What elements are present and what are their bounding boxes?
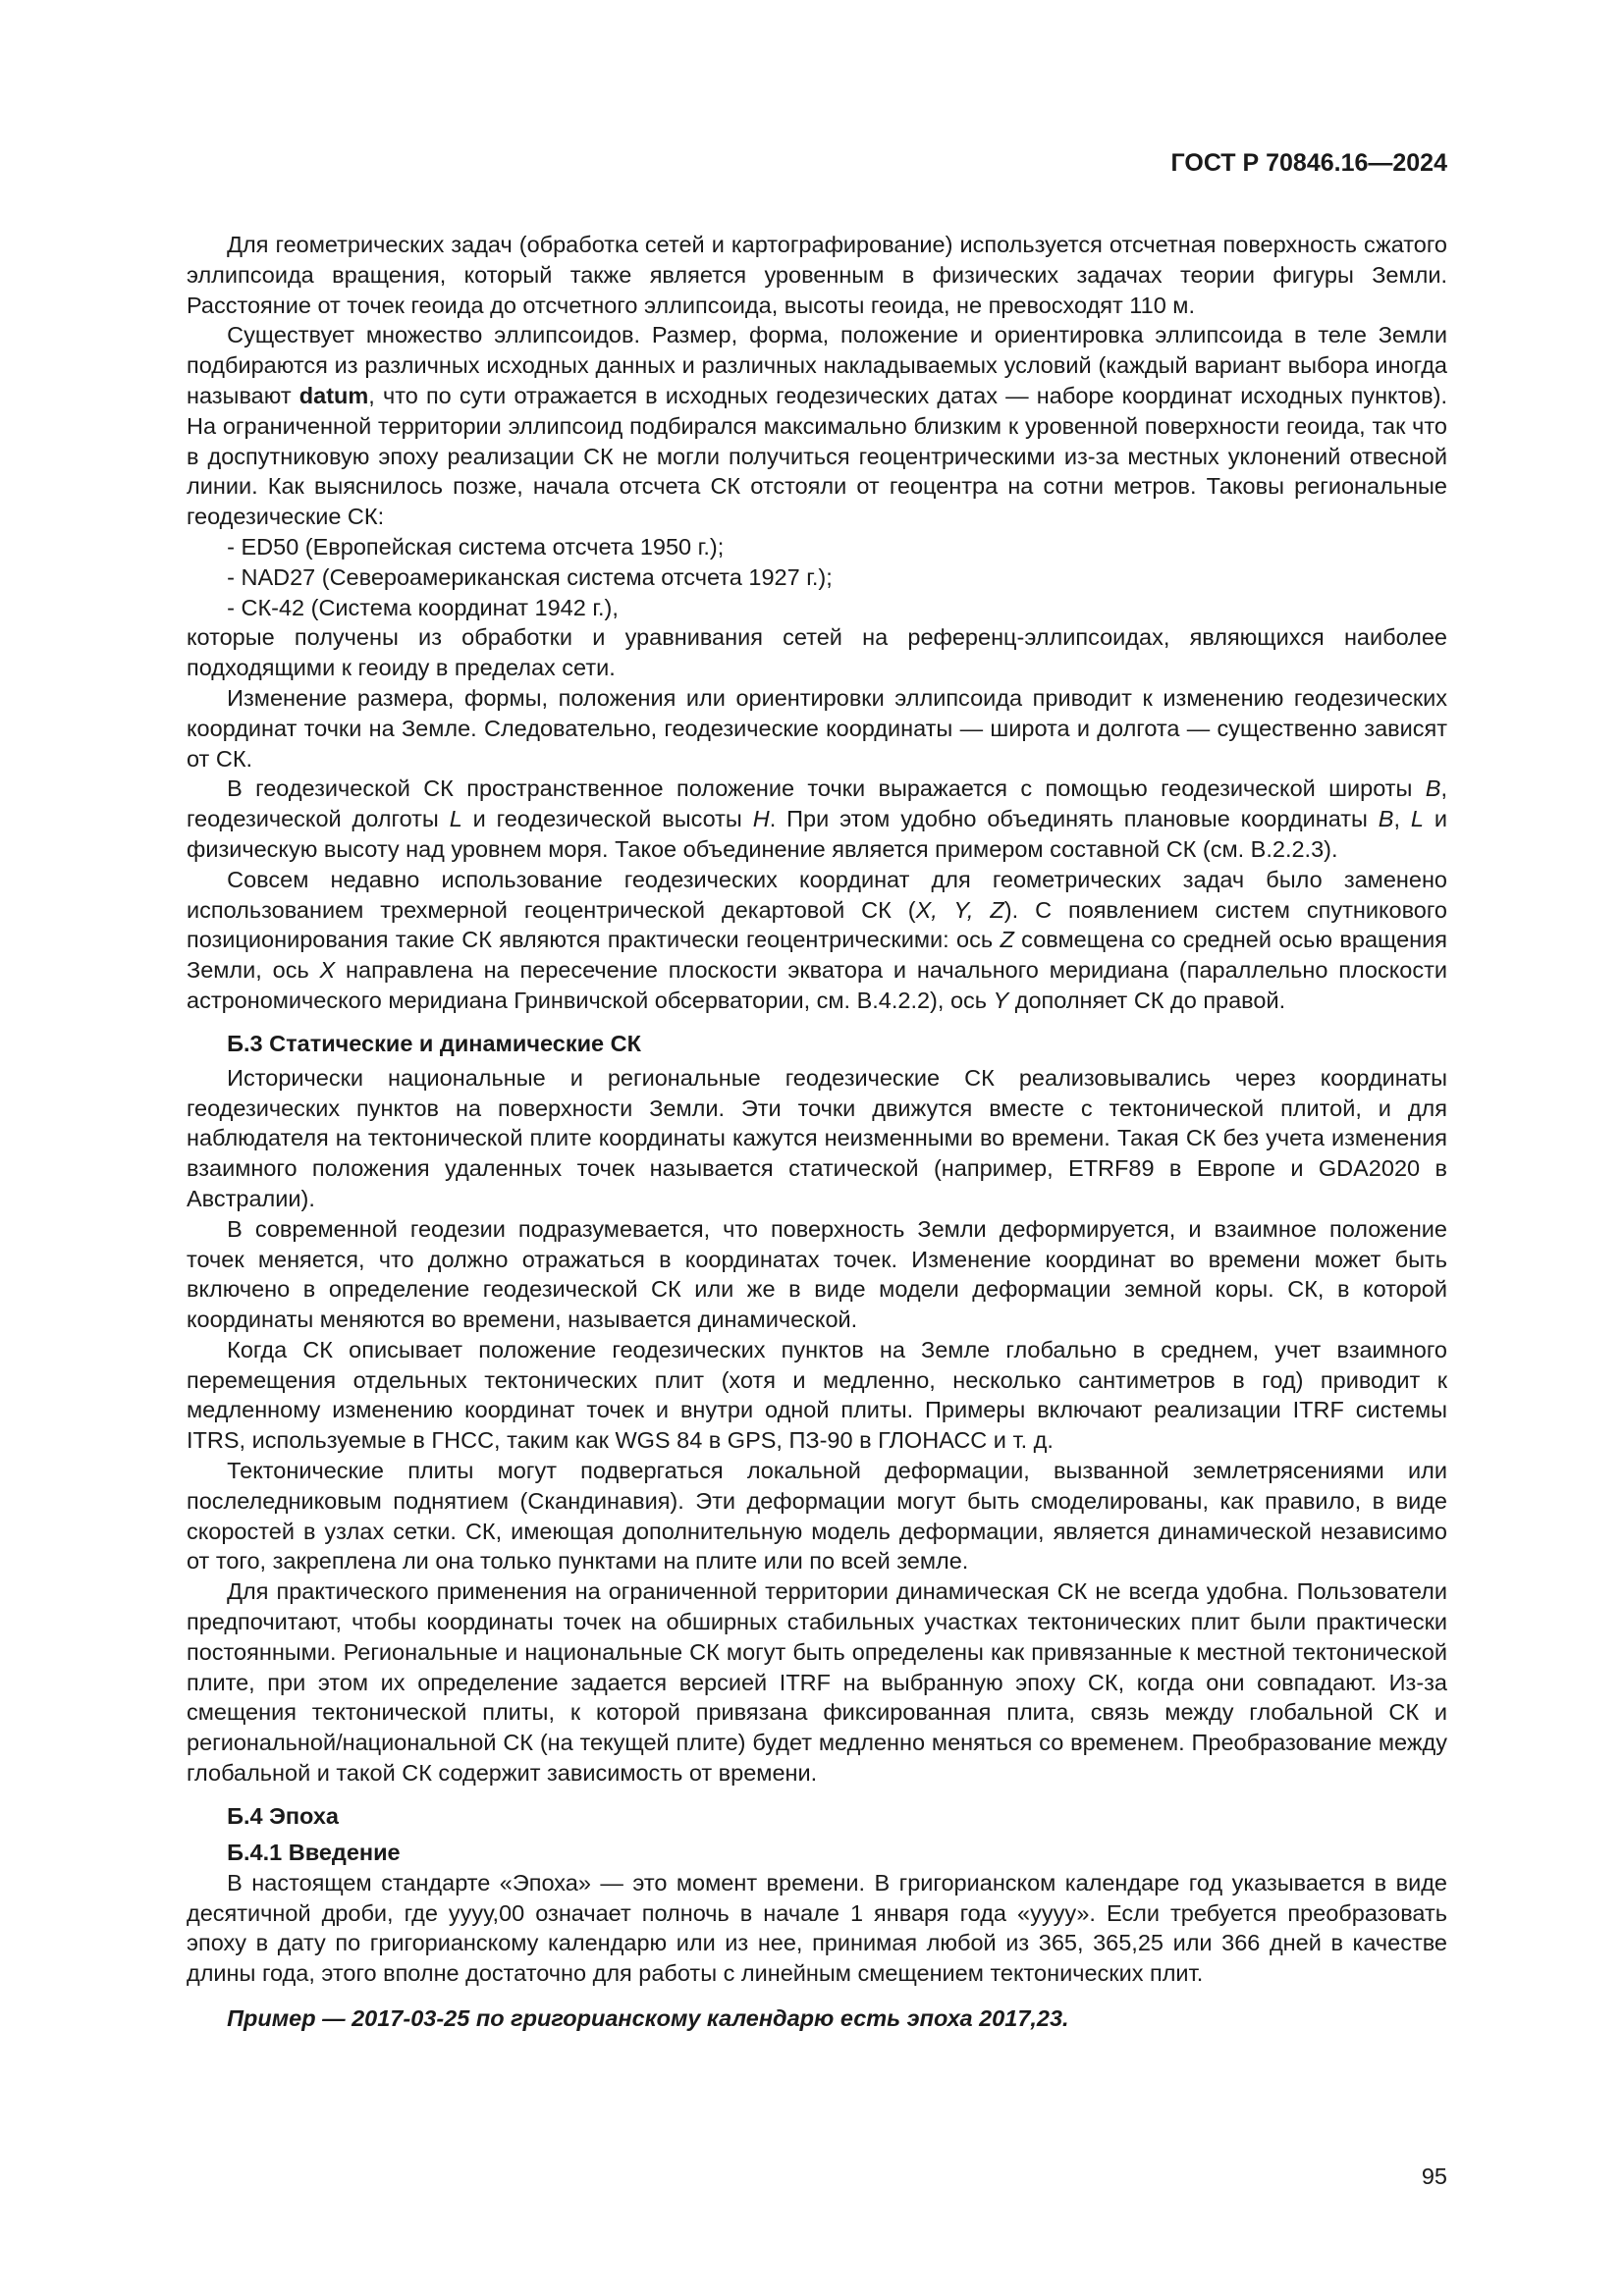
intro-paragraph-3: которые получены из обработки и уравнивания сетей на референц-эллипсоидах, являющихся наиболее подходящими к геоиду в пределах сети. xyxy=(187,624,1447,681)
text: , xyxy=(1393,806,1411,832)
variable: Z xyxy=(1000,927,1014,953)
intro-paragraph-4: Изменение размера, формы, положения или ориентировки эллипсоида приводит к изменению геодезических координат точки на Земле. Следовательно, геодезические координаты — широта и долгота — существенно зависят от СК. xyxy=(187,684,1447,772)
intro-paragraph-1: Для геометрических задач (обработка сетей и картографирование) используется отсчетная поверхность сжатого эллипсоида вращения, который также является уровенным в физических задачах теории фигуры Земли. Расстояние от точек геоида до отсчетного эллипсоида, высоты геоида, не превосходят 110 м. xyxy=(187,232,1447,318)
b3-paragraph: Исторически национальные и региональные геодезические СК реализовывались через координаты геодезических пунктов на поверхности Земли. Эти точки движутся вместе с тектонической плитой, и для наблюдателя на тектонической плите координаты кажутся неизменными во времени. Такая СК без учета изменения взаимного положения удаленных точек называется статической (например, ETRF89 в Европе и GDA2020 в Австралии). xyxy=(187,1064,1447,1211)
b41-paragraph: В настоящем стандарте «Эпоха» — это момент времени. В григорианском календаре год указывается в виде десятичной дроби, где уууу,00 означает полночь в начале 1 января года «уууу». Если требуется преобразовать эпоху в дату по григорианскому календарю или из нее, принимая любой из 365, 365,25 или 366 дней в качестве длины года, этого вполне достаточно для работы с линейным смещением тектонических плит. xyxy=(187,1869,1447,1987)
variable: X, Y, Z xyxy=(915,896,1004,923)
list-item: - ED50 (Европейская система отсчета 1950 г.); xyxy=(227,533,725,560)
intro-paragraph-6 xyxy=(187,865,1447,1016)
datum-term: datum xyxy=(298,382,369,408)
text: дополняет СК до правой. xyxy=(1008,987,1286,1013)
text: ). С появлением систем спутникового позиционирования такие СК являются практически геоцентрическими: ось xyxy=(187,896,1447,953)
section-heading-b4: Б.4 Эпоха xyxy=(227,1802,339,1829)
text: Существует множество эллипсоидов. Размер, форма, положение и ориентировка эллипсоида в теле Земли подбираются из различных исходных данных и различных накладываемых условий (каждый вариант выбора иногда называют xyxy=(187,322,1447,408)
text: и геодезической высоты xyxy=(461,806,753,832)
text: Совсем недавно использование геодезических координат для геометрических задач было заменено использованием трехмерной геоцентрической декартовой СК ( xyxy=(187,866,1447,923)
document-header: ГОСТ Р 70846.16—2024 xyxy=(1170,149,1447,177)
page-number: 95 xyxy=(1421,2163,1447,2189)
variable: X xyxy=(319,957,336,984)
b3-paragraph: Для практического применения на ограниченной территории динамическая СК не всегда удобна. Пользователи предпочитают, чтобы координаты точек на обширных стабильных участках тектонических плит были практически постоянными. Региональные и национальные СК могут быть определены как привязанные к местной тектонической плите, при этом их определение задается версией ITRF на выбранную эпоху СК, когда они совпадают. Из-за смещения тектонической плиты, к которой привязана фиксированная плита, связь между глобальной СК и региональной/национальной СК (на текущей плите) будет медленно меняться со временем. Преобразование между глобальной и такой СК содержит зависимость от времени. xyxy=(187,1578,1447,1787)
b3-paragraph: Когда СК описывает положение геодезических пунктов на Земле глобально в среднем, учет взаимного перемещения отдельных тектонических плит (хотя и медленно, несколько сантиметров в год) приводит к медленному изменению координат точек и внутри одной плиты. Примеры включают реализации ITRF системы ITRS, используемые в ГНСС, таким как WGS 84 в GPS, ПЗ-90 в ГЛОНАСС и т. д. xyxy=(187,1336,1447,1454)
text: направлена на пересечение плоскости экватора и начального меридиана (параллельно плоскости астрономического меридиана Гринвичской обсерватории, см. В.4.2.2), ось xyxy=(187,957,1447,1013)
text: В геодезической СК пространственное положение точки выражается с помощью геодезической широты xyxy=(227,775,1426,802)
variable: L xyxy=(449,806,462,832)
variable: H xyxy=(752,806,770,832)
subsection-heading-b41: Б.4.1 Введение xyxy=(227,1839,401,1865)
text: , что по сути отражается в исходных геодезических датах — наборе координат исходных пунктов). На ограниченной территории эллипсоид подбирался максимально близким к уровенной поверхности геоида, так что в доспутниковую эпоху реализации СК не могли получиться геоцентрическими из-за местных уклонений отвесной линии. Как выяснилось позже, начала отсчета СК отстояли от геоцентра на сотни метров. Таковы региональные геодезические СК: xyxy=(187,382,1448,530)
list-item: - СК-42 (Система координат 1942 г.), xyxy=(227,594,619,620)
text: и физическую высоту над уровнем моря. Такое объединение является примером составной СК (см. В.2.2.3). xyxy=(187,806,1448,862)
intro-paragraph-2 xyxy=(187,320,1447,532)
variable: L xyxy=(1410,806,1424,832)
variable: B xyxy=(1378,806,1394,832)
b3-paragraph: Тектонические плиты могут подвергаться локальной деформации, вызванной землетрясениями или послеледниковым поднятием (Скандинавия). Эти деформации могут быть смоделированы, как правило, в виде скоростей в узлах сетки. СК, имеющая дополнительную модель деформации, является динамической независимо от того, закреплена ли она только пунктами на плите или по всей земле. xyxy=(187,1458,1447,1575)
text: совмещена со средней осью вращения Земли, ось xyxy=(187,927,1447,984)
list-item: - NAD27 (Североамериканская система отсчета 1927 г.); xyxy=(227,563,833,590)
text: . При этом удобно объединять плановые координаты xyxy=(769,806,1379,832)
example-note: Пример — 2017-03-25 по григорианскому календарю есть эпоха 2017,23. xyxy=(227,2005,1069,2032)
text: , геодезической долготы xyxy=(187,775,1447,832)
b3-paragraph: В современной геодезии подразумевается, что поверхность Земли деформируется, и взаимное положение точек меняется, что должно отражаться в координатах точек. Изменение координат во времени может быть включено в определение геодезической СК или же в виде модели деформации земной коры. СК, в которой координаты меняются во времени, называется динамической. xyxy=(187,1215,1447,1333)
page-content xyxy=(187,230,1447,2034)
intro-paragraph-5 xyxy=(187,774,1447,864)
variable: Y xyxy=(993,987,1009,1013)
section-heading-b3: Б.3 Статические и динамические СК xyxy=(227,1030,641,1056)
variable: B xyxy=(1425,775,1441,802)
